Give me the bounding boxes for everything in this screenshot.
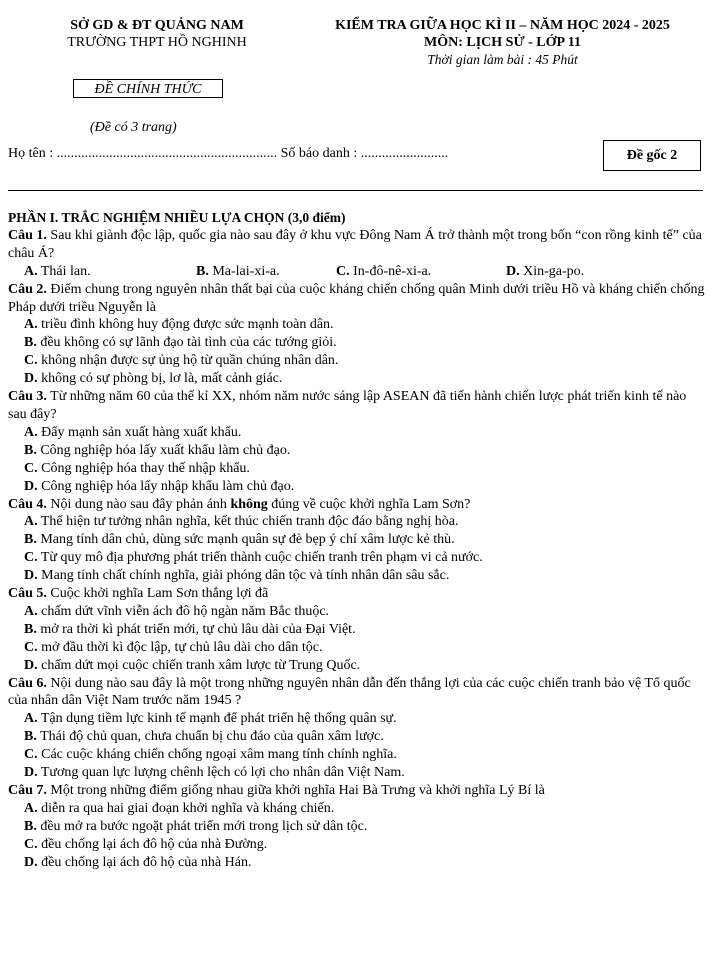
option-text: Thái độ chủ quan, chưa chuẩn bị chu đáo của quân xâm lược. — [36, 729, 384, 745]
section-title: PHẦN I. TRẮC NGHIỆM NHIỀU LỰA CHỌN (3,0 điểm) — [8, 210, 346, 225]
option-b[interactable] — [8, 728, 708, 746]
option-a[interactable] — [24, 263, 196, 281]
student-id-row — [8, 146, 448, 162]
option-label: C. — [24, 836, 38, 852]
option-text: Công nghiệp hóa lấy nhập khẩu làm chủ đạo. — [37, 478, 295, 494]
option-label: D. — [24, 371, 38, 387]
question-2 — [8, 281, 708, 317]
option-text: Công nghiệp hóa lấy xuất khẩu làm chủ đạo. — [36, 442, 291, 458]
option-text: Đẩy mạnh sản xuất hàng xuất khẩu. — [37, 424, 242, 440]
option-label: C. — [24, 353, 38, 369]
option-label: D. — [24, 568, 38, 584]
option-text: chấm dứt mọi cuộc chiến tranh xâm lược từ Trung Quốc. — [37, 657, 361, 673]
option-c[interactable] — [8, 549, 708, 567]
option-c[interactable] — [336, 263, 506, 281]
option-text: diễn ra qua hai giai đoạn khởi nghĩa và kháng chiến. — [37, 800, 335, 816]
option-text: đều chống lại ách đô hộ của nhà Hán. — [37, 854, 252, 870]
option-text: đều chống lại ách đô hộ của nhà Đường. — [37, 836, 268, 852]
name-field[interactable]: Họ tên : ............................................................... — [8, 146, 278, 161]
option-text: Xin-ga-po. — [519, 263, 585, 279]
question-text: Cuộc khởi nghĩa Lam Sơn thắng lợi đã — [46, 586, 269, 602]
option-text: In-đô-nê-xi-a. — [349, 263, 432, 279]
option-label: A. — [24, 800, 38, 816]
option-label: D. — [24, 854, 38, 870]
exam-content — [8, 209, 708, 872]
header-left — [22, 17, 292, 51]
question-6 — [8, 675, 708, 711]
question-5 — [8, 585, 708, 603]
option-d[interactable] — [8, 370, 708, 388]
option-label: A. — [24, 424, 38, 440]
option-label: B. — [24, 335, 37, 351]
option-text: Tận dụng tiềm lực kinh tế mạnh để phát triển hệ thống quân sự. — [37, 711, 397, 727]
option-label: C. — [24, 747, 38, 763]
question-emphasis: không — [230, 496, 268, 512]
option-text: mở ra thời kì phát triển mới, tự chủ lâu dài của Đại Việt. — [36, 621, 356, 637]
option-label: B. — [24, 532, 37, 548]
option-c[interactable] — [8, 836, 708, 854]
option-text: không nhận được sự ủng hộ từ quần chúng nhân dân. — [37, 353, 339, 369]
option-b[interactable] — [8, 442, 708, 460]
subject-title: MÔN: LỊCH SỬ - LỚP 11 — [424, 35, 581, 50]
divider — [8, 190, 703, 191]
option-label: A. — [24, 317, 38, 333]
option-b[interactable] — [8, 818, 708, 836]
option-a[interactable] — [8, 710, 708, 728]
sbd-field[interactable]: Số báo danh : ......................... — [280, 146, 449, 161]
exam-code: Đề gốc 2 — [603, 140, 701, 171]
question-3 — [8, 388, 708, 424]
option-a[interactable] — [8, 800, 708, 818]
option-b[interactable] — [8, 621, 708, 639]
option-text: Từ quy mô địa phương phát triển thành cuộc chiến tranh trên phạm vi cả nước. — [37, 550, 483, 566]
option-a[interactable] — [8, 513, 708, 531]
option-label: D. — [506, 263, 520, 279]
question-label: Câu 2. — [8, 281, 47, 297]
option-c[interactable] — [8, 746, 708, 764]
option-label: C. — [24, 460, 38, 476]
official-label: ĐỀ CHÍNH THỨC — [73, 79, 223, 98]
option-label: D. — [24, 478, 38, 494]
question-text: Sau khi giành độc lập, quốc gia nào sau đây ở khu vực Đông Nam Á trở thành một trong bốn “con rồng kinh tế” của châu Á? — [8, 227, 702, 261]
time-limit: Thời gian làm bài : 45 Phút — [427, 52, 578, 67]
option-d[interactable] — [506, 263, 584, 281]
question-text: Một trong những điểm giống nhau giữa khởi nghĩa Hai Bà Trưng và khởi nghĩa Lý Bí là — [46, 783, 545, 798]
department-name: SỞ GD & ĐT QUẢNG NAM — [70, 18, 244, 33]
header-right — [300, 17, 705, 68]
option-label: A. — [24, 603, 38, 619]
option-b[interactable] — [8, 334, 708, 352]
question-1-options — [8, 263, 708, 281]
option-label: C. — [24, 550, 38, 566]
option-label: A. — [24, 263, 38, 279]
option-d[interactable] — [8, 567, 708, 585]
option-label: B. — [24, 442, 37, 458]
option-a[interactable] — [8, 316, 708, 334]
option-text: chấm dứt vĩnh viễn ách đô hộ ngàn năm Bắc thuộc. — [37, 603, 330, 619]
option-d[interactable] — [8, 657, 708, 675]
question-text: Nội dung nào sau đây là một trong những nguyên nhân dẫn đến thắng lợi của các cuộc chiến tranh bảo vệ Tổ quốc của nhân dân Việt Nam trước năm 1945 ? — [8, 675, 691, 709]
question-label: Câu 6. — [8, 675, 47, 691]
option-c[interactable] — [8, 460, 708, 478]
question-label: Câu 1. — [8, 227, 47, 243]
option-text: đều không có sự lãnh đạo tài tình của các tướng giỏi. — [36, 335, 337, 351]
option-label: D. — [24, 765, 38, 781]
option-text: mở đầu thời kì độc lập, tự chủ lâu dài cho dân tộc. — [37, 639, 323, 655]
option-text: triều đình không huy động được sức mạnh toàn dân. — [37, 317, 334, 333]
question-7 — [8, 782, 708, 800]
option-a[interactable] — [8, 424, 708, 442]
option-text: Mang tính dân chủ, dùng sức mạnh quân sự đè bẹp ý chí xâm lược kẻ thù. — [36, 532, 455, 548]
option-label: B. — [24, 621, 37, 637]
option-label: A. — [24, 514, 38, 530]
option-text: Thể hiện tư tưởng nhân nghĩa, kết thúc chiến tranh độc đáo bằng nghị hòa. — [37, 514, 459, 530]
question-label: Câu 3. — [8, 389, 47, 405]
school-name: TRƯỜNG THPT HỒ NGHINH — [67, 35, 247, 50]
option-text: Mang tính chất chính nghĩa, giải phóng dân tộc và tính nhân dân sâu sắc. — [37, 568, 450, 584]
question-label: Câu 5. — [8, 586, 47, 602]
option-label: C. — [24, 639, 38, 655]
option-text: Ma-lai-xi-a. — [208, 263, 280, 279]
option-b[interactable] — [8, 531, 708, 549]
option-text: Tương quan lực lượng chênh lệch có lợi cho nhân dân Việt Nam. — [37, 765, 405, 781]
option-text: Các cuộc kháng chiến chống ngoại xâm mang tính chính nghĩa. — [37, 747, 397, 763]
option-b[interactable] — [196, 263, 336, 281]
question-text: đúng về cuộc khởi nghĩa Lam Sơn? — [267, 496, 471, 512]
option-d[interactable] — [8, 764, 708, 782]
option-text: Thái lan. — [37, 263, 91, 279]
exam-title: KIỂM TRA GIỮA HỌC KÌ II – NĂM HỌC 2024 - 2025 — [335, 18, 670, 33]
option-label: C. — [336, 263, 350, 279]
option-a[interactable] — [8, 603, 708, 621]
option-text: đều mở ra bước ngoặt phát triển mới trong lịch sử dân tộc. — [36, 818, 368, 834]
question-label: Câu 4. — [8, 496, 47, 512]
question-label: Câu 7. — [8, 783, 47, 798]
option-label: A. — [24, 711, 38, 727]
option-text: không có sự phòng bị, lơ là, mất cảnh giác. — [37, 371, 283, 387]
page-count: (Đề có 3 trang) — [90, 120, 177, 135]
option-label: D. — [24, 657, 38, 673]
question-text: Điểm chung trong nguyên nhân thất bại của cuộc kháng chiến chống quân Minh dưới triều Hồ và kháng chiến chống Pháp dưới triều Nguyễn là — [8, 281, 705, 315]
option-d[interactable] — [8, 478, 708, 496]
option-label: B. — [24, 729, 37, 745]
question-text: Nội dung nào sau đây phản ánh — [46, 496, 231, 512]
question-text: Từ những năm 60 của thế kỉ XX, nhóm năm nước sáng lập ASEAN đã tiến hành chiến lược phát triển kinh tế nào sau đây? — [8, 389, 687, 422]
option-label: B. — [196, 263, 209, 279]
option-text: Công nghiệp hóa thay thế nhập khẩu. — [37, 460, 250, 476]
option-label: B. — [24, 818, 37, 834]
option-c[interactable] — [8, 639, 708, 657]
question-1 — [8, 227, 708, 263]
question-4 — [8, 496, 708, 514]
option-c[interactable] — [8, 352, 708, 370]
option-d[interactable] — [8, 854, 708, 872]
